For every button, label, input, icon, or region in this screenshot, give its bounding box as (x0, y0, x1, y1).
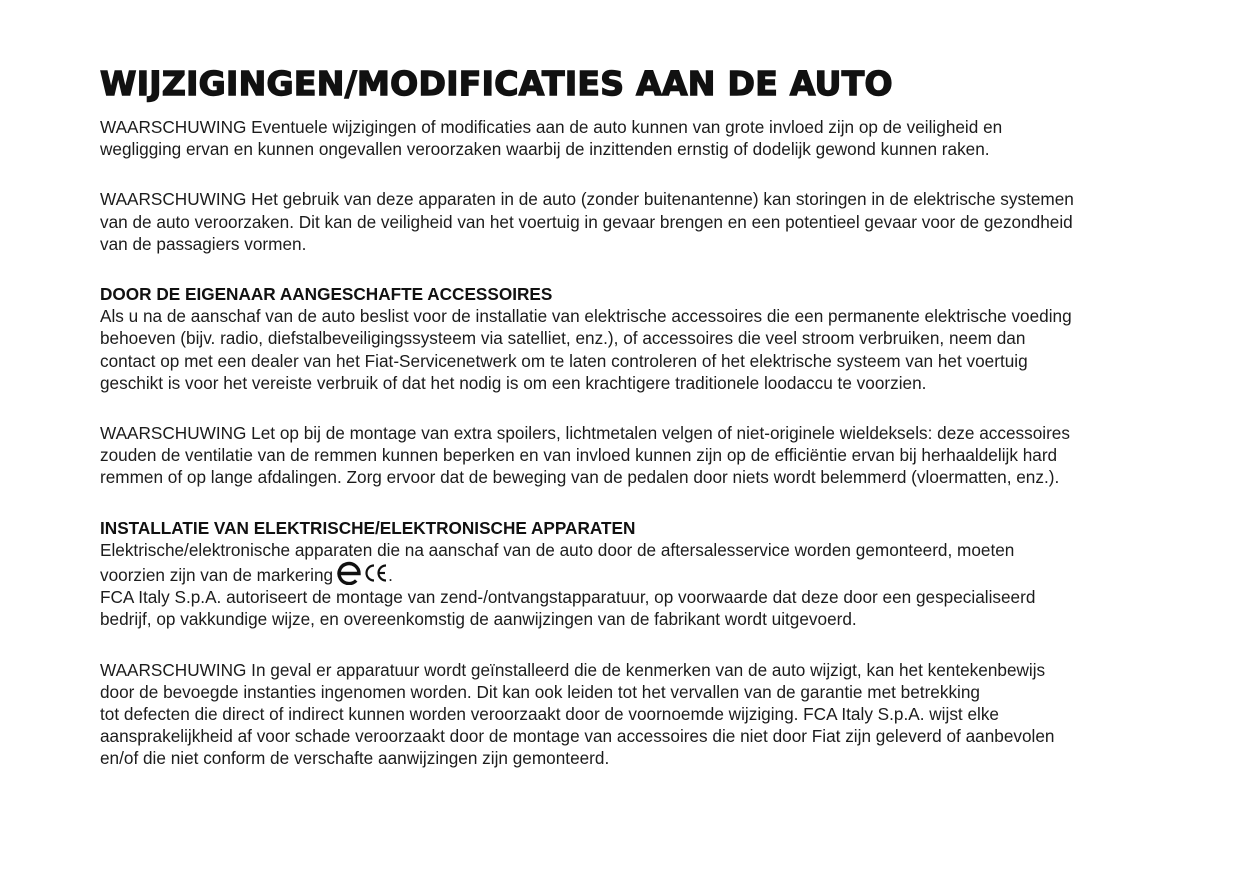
section-body (100, 539, 1130, 631)
text-line: geschikt is voor het vereiste verbruik of dat het nodig is om een krachtigere traditionele loodaccu te voorzien. (100, 372, 927, 393)
text-line: behoeven (bijv. radio, diefstalbeveiligingssysteem via satelliet, enz.), of accessoires die veel stroom verbruiken, neem dan (100, 328, 1026, 349)
text-line: van de auto veroorzaken. Dit kan de veiligheid van het voertuig in gevaar brengen en een potentieel gevaar voor de gezondheid (100, 211, 1073, 232)
text-line: WAARSCHUWING Let op bij de montage van extra spoilers, lichtmetalen velgen of niet-originele wieldeksels: deze accessoires (100, 423, 1070, 444)
text-line: Elektrische/elektronische apparaten die na aanschaf van de auto door de aftersalesservice worden gemonteerd, moeten (100, 539, 1015, 560)
ece-ce-mark-icon (337, 561, 387, 585)
text-line-with-mark (100, 561, 1130, 586)
text-line: zouden de ventilatie van de remmen kunnen beperken en van invloed kunnen zijn op de efficiëntie ervan bij herhaaldelijk hard (100, 445, 1058, 466)
section-body (100, 305, 1130, 394)
text-fragment: . (388, 565, 393, 586)
warning-paragraph-modifications (100, 116, 1130, 160)
section-heading: INSTALLATIE VAN ELEKTRISCHE/ELEKTRONISCHE APPARATEN (100, 517, 636, 538)
document-page (100, 64, 1130, 770)
page-title: WIJZIGINGEN/MODIFICATIES AAN DE AUTO (100, 64, 893, 103)
text-line: FCA Italy S.p.A. autoriseert de montage van zend-/ontvangstapparatuur, op voorwaarde dat deze door een gespecialiseerd (100, 587, 1036, 608)
text-line: WAARSCHUWING Het gebruik van deze apparaten in de auto (zonder buitenantenne) kan storingen in de elektrische systemen (100, 189, 1074, 210)
text-line: WAARSCHUWING In geval er apparatuur wordt geïnstalleerd die de kenmerken van de auto wijzigt, kan het kentekenbewijs (100, 659, 1046, 680)
text-line: WAARSCHUWING Eventuele wijzigingen of modificaties aan de auto kunnen van grote invloed zijn op de veiligheid en (100, 117, 1003, 137)
warning-paragraph-registration (100, 659, 1130, 770)
text-line: tot defecten die direct of indirect kunnen worden veroorzaakt door de voornoemde wijziging. FCA Italy S.p.A. wijst elke (100, 704, 999, 725)
section-owner-accessories (100, 283, 1130, 394)
text-line: en/of die niet conform de verschafte aanwijzingen zijn gemonteerd. (100, 748, 610, 769)
text-line: remmen of op lange afdalingen. Zorg ervoor dat de beweging van de pedalen door niets wordt belemmerd (vloermatten, enz.). (100, 467, 1060, 488)
section-electronic-devices (100, 517, 1130, 631)
text-line: van de passagiers vormen. (100, 233, 307, 254)
text-line: contact op met een dealer van het Fiat-Servicenetwerk om te laten controleren of het elektrische systeem van het voertuig (100, 350, 1028, 371)
text-line: door de bevoegde instanties ingenomen worden. Dit kan ook leiden tot het vervallen van de garantie met betrekking (100, 681, 980, 702)
warning-paragraph-interference (100, 188, 1130, 255)
text-line: bedrijf, op vakkundige wijze, en overeenkomstig de aanwijzingen van de fabrikant wordt uitgevoerd. (100, 609, 857, 630)
text-fragment: voorzien zijn van de markering (100, 565, 334, 586)
section-heading: DOOR DE EIGENAAR AANGESCHAFTE ACCESSOIRES (100, 284, 553, 305)
text-line: aansprakelijkheid af voor schade veroorzaakt door de montage van accessoires die niet door Fiat zijn geleverd of aanbevolen (100, 726, 1055, 747)
text-line: Als u na de aanschaf van de auto beslist voor de installatie van elektrische accessoires die een permanente elektrische voeding (100, 306, 1072, 327)
warning-paragraph-spoilers (100, 422, 1130, 489)
text-line: wegligging ervan en kunnen ongevallen veroorzaken waarbij de inzittenden ernstig of dodelijk gewond kunnen raken. (100, 139, 990, 160)
